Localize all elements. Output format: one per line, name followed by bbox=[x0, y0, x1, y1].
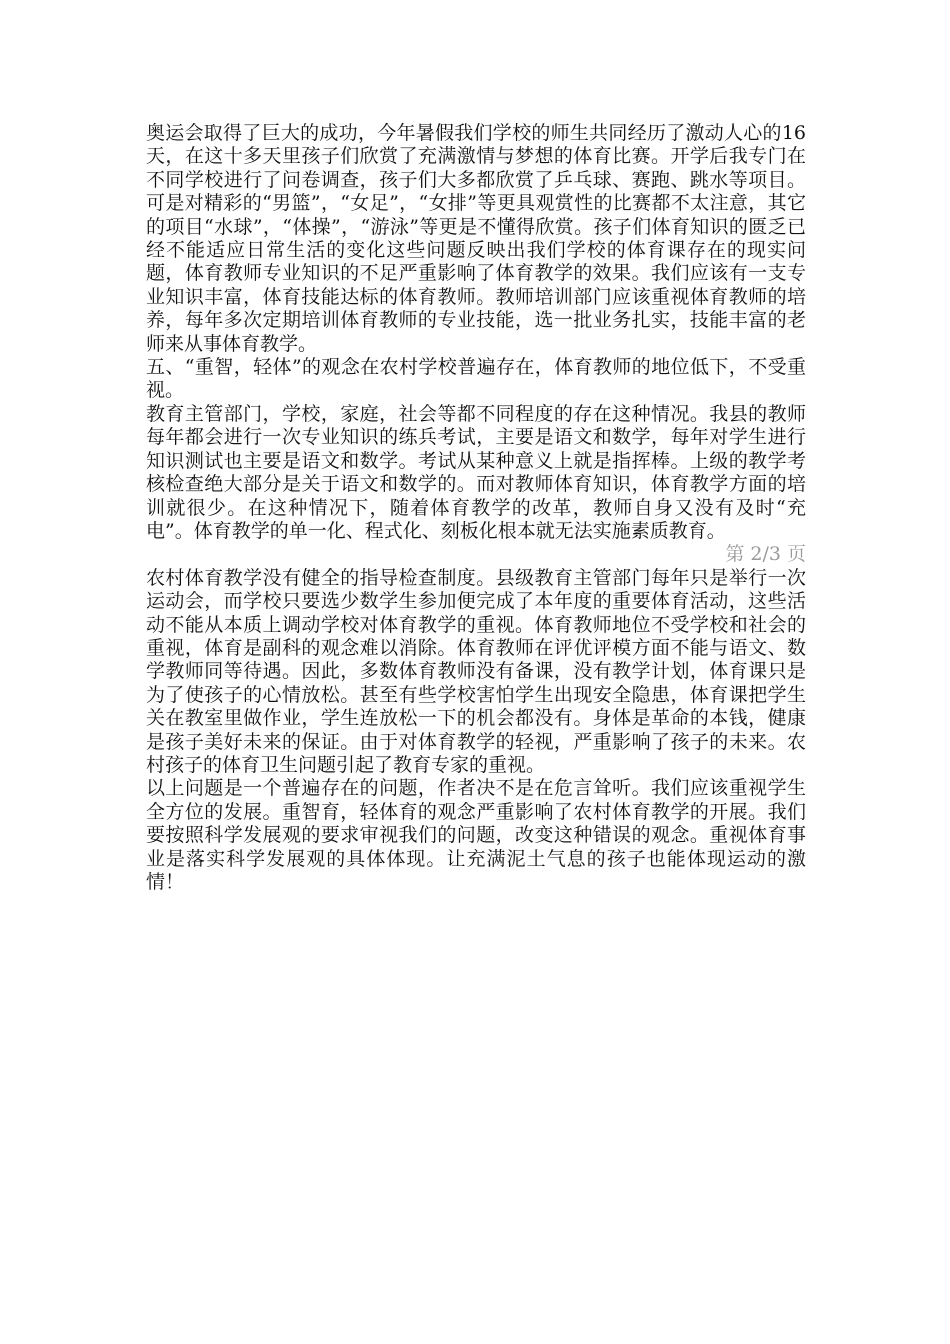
paragraph-inspection-system: 农村体育教学没有健全的指导检查制度。县级教育主管部门每年只是举行一次运动会，而学校只要选少数学生参加便完成了本年度的重要体育活动，这些活动不能从本质上调动学校对体育教学的重视。体育教师地位不受学校和社会的重视，体育是副科的观念难以消除。体育教师在评优评模方面不能与语文、数学教师同等待遇。因此，多数体育教师没有备课，没有教学计划，体育课只是为了使孩子的心情放松。甚至有些学校害怕学生出现安全隐患，体育课把学生关在教室里做作业，学生连放松一下的机会都没有。身体是革命的本钱，健康是孩子美好未来的保证。由于对体育教学的轻视，严重影响了孩子的未来。农村孩子的体育卫生问题引起了教育专家的重视。 bbox=[146, 566, 806, 776]
page-number: 第 2/3 页 bbox=[725, 543, 806, 566]
paragraph-olympics-survey: 奥运会取得了巨大的成功，今年暑假我们学校的师生共同经历了激动人心的16天，在这十多天里孩子们欣赏了充满激情与梦想的体育比赛。开学后我专门在不同学校进行了问卷调查，孩子们大多都欣赏了乒乓球、赛跑、跳水等项目。可是对精彩的“男篮”，“女足”，“女排”等更具观赏性的比赛都不太注意，其它的项目“水球”，“体操”，“游泳”等更是不懂得欣赏。孩子们体育知识的匮乏已经不能适应日常生活的变化这些问题反映出我们学校的体育课存在的现实问题，体育教师专业知识的不足严重影响了体育教学的效果。我们应该有一支专业知识丰富，体育技能达标的体育教师。教师培训部门应该重视体育教师的培养，每年多次定期培训体育教师的专业技能，选一批业务扎实，技能丰富的老师来从事体育教学。 bbox=[146, 122, 806, 355]
paragraph-education-departments: 教育主管部门，学校，家庭，社会等都不同程度的存在这种情况。我县的教师每年都会进行一次专业知识的练兵考试，主要是语文和数学，每年对学生进行知识测试也主要是语文和数学。考试从某种意义上就是指挥棒。上级的教学考核检查绝大部分是关于语文和数学的。而对教师体育知识，体育教学方面的培训就很少。在这种情况下，随着体育教学的改革，教师自身又没有及时“充电”。体育教学的单一化、程式化、刻板化根本就无法实施素质教育。 bbox=[146, 402, 806, 542]
document-body bbox=[146, 122, 806, 894]
paragraph-section-five-heading: 五、“重智，轻体”的观念在农村学校普遍存在，体育教师的地位低下，不受重视。 bbox=[146, 356, 806, 402]
paragraph-conclusion: 以上问题是一个普遍存在的问题，作者决不是在危言耸听。我们应该重视学生全方位的发展。重智育，轻体育的观念严重影响了农村体育教学的开展。我们要按照科学发展观的要求审视我们的问题，改变这种错误的观念。重视体育事业是落实科学发展观的具体体现。让充满泥土气息的孩子也能体现运动的激情！ bbox=[146, 777, 806, 893]
